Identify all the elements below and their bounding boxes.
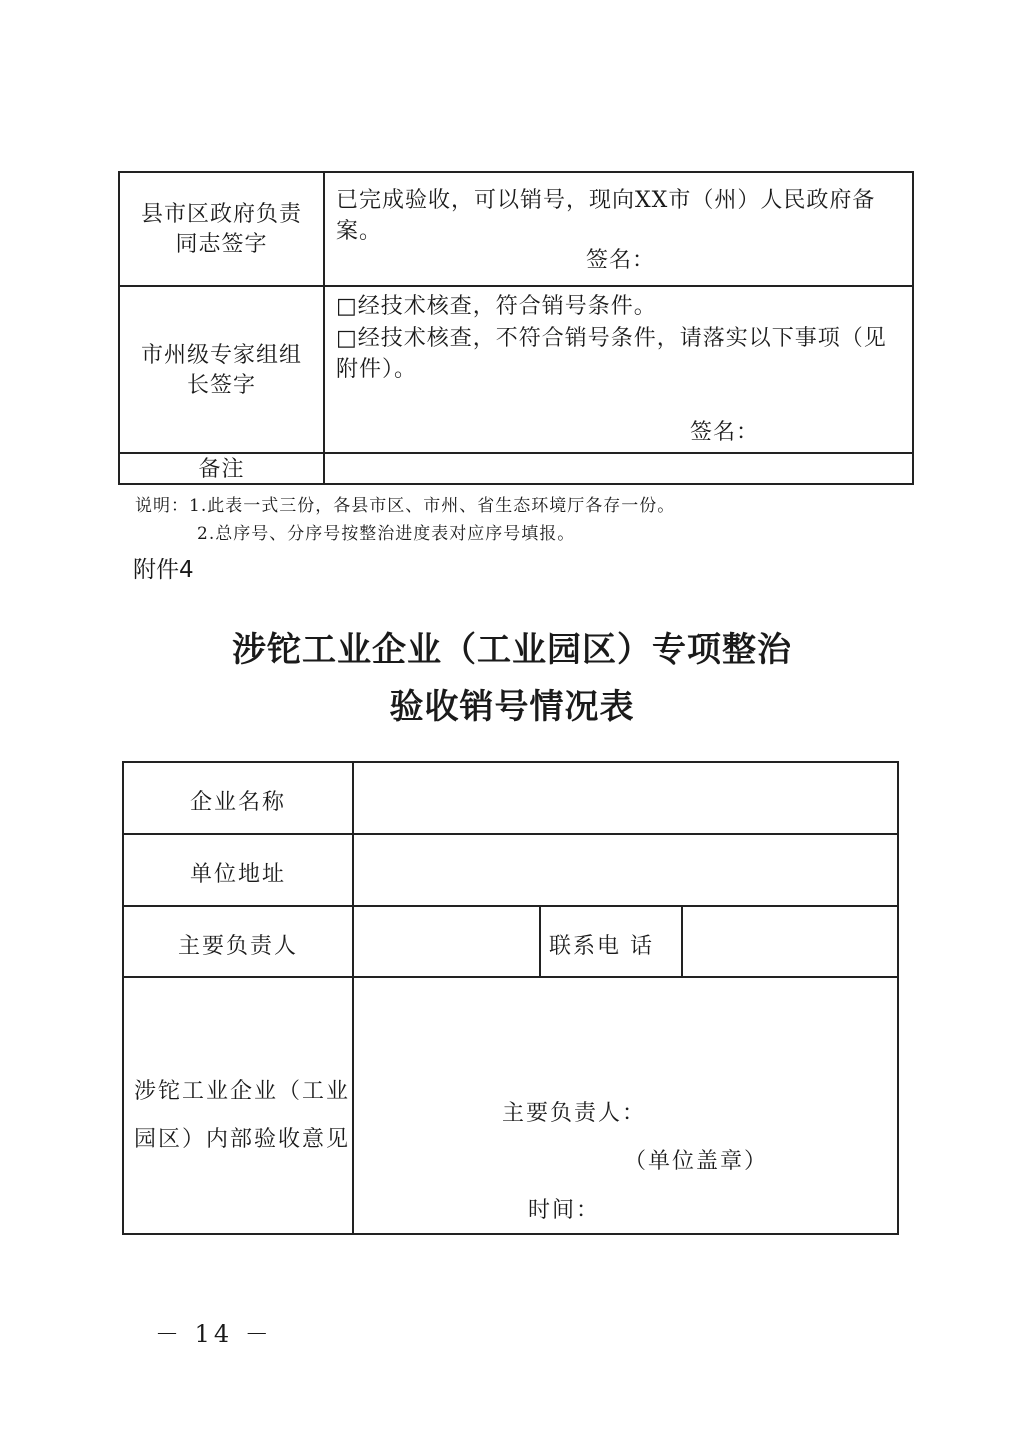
table-divider	[120, 452, 912, 454]
address-label: 单位地址	[190, 862, 287, 887]
page-title-line2: 验收销号情况表	[389, 687, 635, 727]
option-compliant: □经技术核查，符合销号条件。	[336, 294, 657, 319]
company-name-label: 企业名称	[190, 790, 287, 815]
remarks-label: 备注	[198, 457, 245, 482]
option-noncompliant-line1: □经技术核查，不符合销号条件，请落实以下事项（见	[336, 326, 887, 351]
table-divider	[323, 173, 325, 483]
note-line-1: 说明：1.此表一式三份，各县市区、市州、省生态环境厅各存一份。	[135, 496, 676, 516]
table-divider	[124, 976, 897, 978]
approval-table	[118, 171, 914, 485]
county-approval-text: 已完成验收，可以销号，现向XX市（州）人民政府备案。	[336, 188, 876, 244]
expert-signature-field: 签名：	[690, 420, 760, 445]
page-title-line1: 涉铊工业企业（工业园区）专项整治	[232, 630, 792, 670]
opinion-responsible-person: 主要负责人：	[502, 1101, 647, 1126]
option-noncompliant-line2: 附件）。	[336, 357, 418, 382]
acceptance-table	[122, 761, 899, 1235]
company-seal: （单位盖章）	[624, 1149, 769, 1174]
table-divider	[124, 833, 897, 835]
table-divider	[539, 905, 541, 977]
phone-label: 联系电 话	[549, 934, 654, 959]
internal-acceptance-label: 涉铊工业企业（工业 园区）内部验收意见	[134, 1079, 351, 1152]
note-line-2: 2.总序号、分序号按整治进度表对应序号填报。	[197, 524, 576, 544]
attachment-label: 附件4	[133, 557, 194, 583]
table-divider	[681, 905, 683, 977]
expert-signature-label: 市州级专家组组 长签字	[140, 343, 302, 398]
responsible-person-label: 主要负责人	[178, 934, 299, 959]
opinion-time: 时间：	[528, 1198, 601, 1223]
page-number: － 14 －	[155, 1320, 273, 1348]
county-signature-field: 签名：	[586, 248, 656, 273]
table-divider	[120, 285, 912, 287]
county-signature-label: 县市区政府负责 同志签字	[140, 202, 302, 257]
table-divider	[124, 905, 897, 907]
